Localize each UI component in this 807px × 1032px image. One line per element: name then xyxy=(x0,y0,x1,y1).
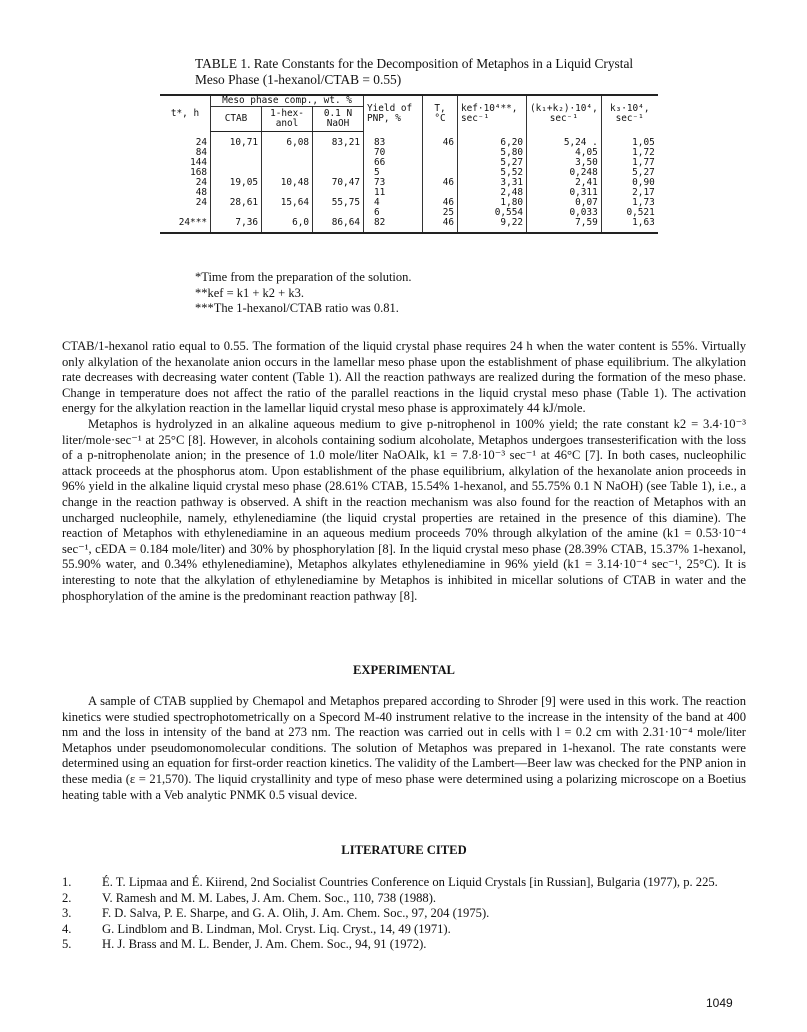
cell-temp xyxy=(423,158,458,168)
cell-time: 48 xyxy=(195,187,207,198)
cell-kef: 2,48 xyxy=(458,188,527,198)
reference-item xyxy=(62,891,746,907)
cell-temp: 25 xyxy=(423,208,458,218)
header-hexanol: 1-hex-anol xyxy=(262,107,313,132)
reference-list xyxy=(62,875,746,953)
cell-time: 24 xyxy=(195,197,207,208)
cell-k3: 0,521 xyxy=(601,208,658,218)
cell-k3: 0,90 xyxy=(601,178,658,188)
cell-kef: 5,52 xyxy=(458,168,527,178)
cell-yield: 73 xyxy=(364,178,423,188)
header-k3: k₃·10⁴, sec⁻¹ xyxy=(601,95,658,132)
cell-hexanol xyxy=(262,148,313,158)
table-row xyxy=(160,218,658,233)
header-temp: T, °C xyxy=(423,95,458,132)
experimental-heading: EXPERIMENTAL xyxy=(353,663,455,677)
table-caption-line2: Meso Phase (1-hexanol/CTAB = 0.55) xyxy=(195,72,402,87)
cell-temp: 46 xyxy=(423,198,458,208)
reference-text: F. D. Salva, P. E. Sharpe, and G. A. Olih, J. Am. Chem. Soc., 97, 204 (1975). xyxy=(102,906,490,921)
header-naoh: 0.1 N NaOH xyxy=(313,107,364,132)
cell-hexanol: 6,08 xyxy=(262,132,313,149)
cell-k12: 5,24 . xyxy=(527,132,602,149)
reference-text: G. Lindblom and B. Lindman, Mol. Cryst. Liq. Cryst., 14, 49 (1971). xyxy=(102,921,451,936)
header-yield: Yield of PNP, % xyxy=(364,95,423,132)
cell-k12: 2,41 xyxy=(527,178,602,188)
reference-number: 4. xyxy=(62,921,72,936)
rate-constants-table xyxy=(160,94,658,234)
cell-k12: 0,07 xyxy=(527,198,602,208)
cell-yield: 11 xyxy=(364,188,423,198)
cell-yield: 66 xyxy=(364,158,423,168)
main-text xyxy=(62,339,746,604)
cell-hexanol: 15,64 xyxy=(262,198,313,208)
reference-text: É. T. Lipmaa and É. Kiirend, 2nd Socialist Countries Conference on Liquid Crystals [in Russian], Bulgaria (1977), p. 225. xyxy=(102,875,718,889)
cell-kef: 3,31 xyxy=(458,178,527,188)
cell-k12: 4,05 xyxy=(527,148,602,158)
cell-k3: 1,72 xyxy=(601,148,658,158)
cell-ctab: 19,05 xyxy=(211,178,262,188)
cell-k3: 5,27 xyxy=(601,168,658,178)
cell-yield: 83 xyxy=(364,132,423,149)
cell-kef: 5,27 xyxy=(458,158,527,168)
cell-hexanol: 10,48 xyxy=(262,178,313,188)
cell-time: 24*** xyxy=(160,218,211,233)
reference-number: 5. xyxy=(62,937,72,952)
cell-ctab xyxy=(211,158,262,168)
table-caption xyxy=(195,56,675,88)
cell-k3: 1,73 xyxy=(601,198,658,208)
cell-ctab: 7,36 xyxy=(211,218,262,233)
experimental-paragraph: A sample of CTAB supplied by Chemapol and Metaphos prepared according to Shroder [9] were used in this work. The reaction kinetics were studied spectrophotometrically on a Specord M-40 instrument relative to the increase in the intensity of the band at 400 nm and the loss in intensity of the band at 273 nm. The reaction was carried out in cells with l = 0.2 cm with 2.31·10⁻⁴ mole/liter Metaphos under pseudomonomolecular conditions. The solution of Metaphos was prepared in 1-hexanol. The rate constants were determined using an equation for first-order reaction kinetics. The validity of the Lambert—Beer law was checked for the PNP anion in these media (ε = 21,570). The liquid crystallinity and type of meso phase were determined using a polarizing microscope on a Boetius heating table with a Veb analytic PNMK 0.5 visual device. xyxy=(62,694,746,802)
header-meso-group: Meso phase comp., wt. % xyxy=(211,95,364,107)
header-time: t*, h xyxy=(160,95,211,132)
cell-temp: 46 xyxy=(423,218,458,233)
cell-temp xyxy=(423,148,458,158)
cell-naoh: 70,47 xyxy=(313,178,364,188)
header-ctab: CTAB xyxy=(211,107,262,132)
cell-time: 24 xyxy=(195,177,207,188)
reference-text: V. Ramesh and M. M. Labes, J. Am. Chem. Soc., 110, 738 (1988). xyxy=(102,890,437,905)
cell-naoh: 55,75 xyxy=(313,198,364,208)
cell-yield: 4 xyxy=(364,198,423,208)
cell-kef: 1,80 xyxy=(458,198,527,208)
experimental-section xyxy=(62,694,746,803)
cell-kef: 9,22 xyxy=(458,218,527,233)
footnote-1: *Time from the preparation of the solution. xyxy=(195,270,412,284)
reference-number: 1. xyxy=(62,875,72,889)
table-footnotes xyxy=(195,270,412,317)
cell-naoh: 83,21 xyxy=(313,132,364,149)
cell-k12: 0,311 xyxy=(527,188,602,198)
cell-yield: 82 xyxy=(364,218,423,233)
cell-k3: 1,05 xyxy=(601,132,658,149)
footnote-2: **kef = k1 + k2 + k3. xyxy=(195,285,304,300)
cell-ctab: 10,71 xyxy=(211,132,262,149)
reference-item xyxy=(62,875,746,891)
cell-ctab xyxy=(211,148,262,158)
cell-naoh xyxy=(313,148,364,158)
reference-number: 2. xyxy=(62,890,72,905)
cell-kef: 0,554 xyxy=(458,208,527,218)
cell-time: 84 xyxy=(195,147,207,158)
paragraph-1: CTAB/1-hexanol ratio equal to 0.55. The formation of the liquid crystal phase requires 24 h when the water content is 55%. Virtually only alkylation of the hexanolate anion occurs in the lamellar meso phase upon the establishment of phase equilibrium. The alkylation rate decreases with decreasing water content (Table 1). All the reaction pathways are realized during the formation of the meso phase. Change in temperature does not affect the ratio of the parallel reactions in the liquid crystal meso phase (Table 1). The activation energy for the alkylation reaction in the lamellar liquid crystal meso phase is approximately 44 kJ/mole. xyxy=(62,339,746,416)
cell-time: 24 xyxy=(195,136,207,148)
cell-kef: 6,20 xyxy=(458,132,527,149)
cell-yield: 70 xyxy=(364,148,423,158)
footnote-3: ***The 1-hexanol/CTAB ratio was 0.81. xyxy=(195,301,399,315)
paragraph-2: Metaphos is hydrolyzed in an alkaline aqueous medium to give p-nitrophenol in 100% yield; the rate constant k2 = 3.4·10⁻³ liter/mole·sec⁻¹ at 25°C [8]. However, in alcohols containing sodium alcoholate, Metaphos undergoes transesterification with the loss of a p-nitrophenolate anion; in the presence of 1.0 mole/liter NaOAlk, k1 = 7.8·10⁻³ sec⁻¹ at 46°C [7]. In both cases, nucleophilic attack proceeds at the phosphorus atom. Upon establishment of the phase equilibrium, alkylation of the hexanolate anion proceeds in 96% yield in the alkaline liquid crystal meso phase (28.61% CTAB, 15.54% 1-hexanol, and 55.75% 0.1 N NaOH) (see Table 1), i.e., a change in the reaction pathway is observed. A shift in the reaction mechanism was also found for the reaction of Metaphos with an uncharged nucleophile, namely, ethylenediamine (the liquid crystal properties are retained in the presence of this diamine). The reaction of Metaphos with ethylenediamine in an aqueous medium proceeds 70% through alkylation of the amine (k1 = 0.53·10⁻⁴ sec⁻¹, cEDA = 0.184 mole/liter) and 30% by phosphorylation [8]. In the liquid crystal meso phase (28.39% CTAB, 15.37% 1-hexanol, 55.90% water, and 0.34% ethylenediamine), Metaphos alkylates ethylenediamine in 96% yield (k1 = 3.14·10⁻⁴ sec⁻¹, 25°C). It is interesting to note that the alkylation of ethylenediamine by Metaphos is inhibited in micellar solutions of CTAB in water and the phosphorylation of the amine is the predominant reaction pathway [8]. xyxy=(62,416,746,603)
reference-text: H. J. Brass and M. L. Bender, J. Am. Chem. Soc., 94, 91 (1972). xyxy=(102,937,427,952)
cell-naoh: 86,64 xyxy=(313,218,364,233)
cell-yield: 5 xyxy=(364,168,423,178)
reference-item xyxy=(62,906,746,922)
cell-ctab: 28,61 xyxy=(211,198,262,208)
page-number: 1049 xyxy=(706,996,733,1010)
cell-k12: 0,033 xyxy=(527,208,602,218)
cell-k12: 3,50 xyxy=(527,158,602,168)
cell-time: 168 xyxy=(190,167,207,178)
cell-temp: 46 xyxy=(423,132,458,149)
cell-yield: 6 xyxy=(364,208,423,218)
cell-k12: 0,248 xyxy=(527,168,602,178)
literature-heading: LITERATURE CITED xyxy=(341,843,467,857)
cell-kef: 5,80 xyxy=(458,148,527,158)
reference-item xyxy=(62,922,746,938)
reference-item xyxy=(62,937,746,953)
cell-hexanol: 6,0 xyxy=(262,218,313,233)
table-caption-line1: TABLE 1. Rate Constants for the Decomposition of Metaphos in a Liquid Crystal xyxy=(195,56,634,71)
cell-naoh xyxy=(313,158,364,168)
table-row xyxy=(160,132,658,149)
cell-time: 144 xyxy=(190,157,207,168)
header-k12: (k₁+k₂)·10⁴, sec⁻¹ xyxy=(527,95,602,132)
cell-k12: 7,59 xyxy=(527,218,602,233)
reference-number: 3. xyxy=(62,906,72,921)
cell-k3: 1,77 xyxy=(601,158,658,168)
header-kef: kef·10⁴**, sec⁻¹ xyxy=(458,95,527,132)
cell-temp: 46 xyxy=(423,178,458,188)
cell-hexanol xyxy=(262,158,313,168)
cell-k3: 1,63 xyxy=(601,218,658,233)
cell-k3: 2,17 xyxy=(601,188,658,198)
